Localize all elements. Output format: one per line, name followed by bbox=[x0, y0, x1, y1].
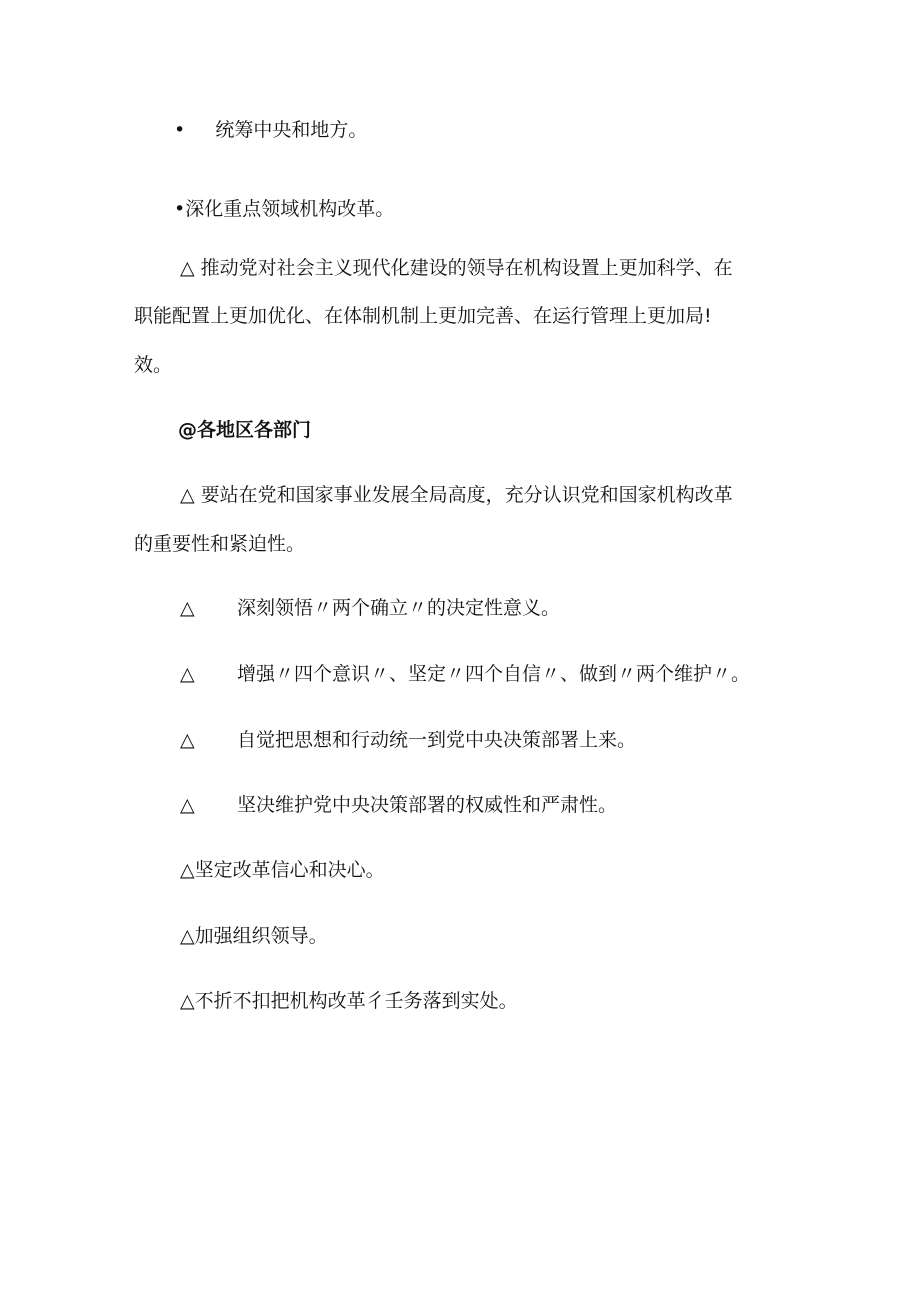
bullet-marker: • bbox=[174, 198, 186, 220]
list-item bbox=[180, 596, 560, 620]
triangle-marker: △ bbox=[180, 484, 195, 506]
list-item bbox=[180, 924, 328, 948]
triangle-marker: △ bbox=[180, 729, 195, 751]
bullet-item bbox=[174, 197, 394, 221]
triangle-marker: △ bbox=[180, 859, 195, 881]
list-item-text: 加强组织领导。 bbox=[194, 925, 328, 947]
paragraph-text: 推动党对社会主义现代化建设的领导在机构设置上更加科学、在 bbox=[200, 257, 733, 279]
triangle-marker: △ bbox=[180, 597, 195, 619]
list-item-text: 深刻领悟〃两个确立〃的决定性意义。 bbox=[237, 597, 561, 619]
list-item-text: 自觉把思想和行动统一到党中央决策部署上来。 bbox=[237, 729, 637, 751]
list-item bbox=[180, 728, 636, 752]
triangle-marker: △ bbox=[180, 794, 195, 816]
bullet-marker: • bbox=[174, 119, 186, 141]
paragraph-line bbox=[180, 483, 733, 507]
list-item bbox=[180, 793, 617, 817]
section-heading: @各地区各部门 bbox=[178, 419, 312, 441]
bullet-text: 深化重点领域机构改革。 bbox=[185, 198, 395, 220]
list-item-text: 坚定改革信心和决心。 bbox=[194, 859, 385, 881]
bullet-text: 统筹中央和地方。 bbox=[215, 119, 368, 141]
paragraph-line: 职能配置上更加优化、在体制机制上更加完善、在运行管理上更加局! bbox=[134, 305, 712, 327]
list-item-text: 不折不扣把机构改革彳壬务落到实处。 bbox=[194, 990, 518, 1012]
list-item bbox=[180, 858, 385, 882]
list-item bbox=[180, 662, 750, 686]
paragraph-line bbox=[180, 256, 733, 280]
bullet-item bbox=[174, 118, 367, 142]
paragraph-line: 的重要性和紧迫性。 bbox=[134, 533, 306, 555]
triangle-marker: △ bbox=[180, 663, 195, 685]
paragraph-text: 要站在党和国家事业发展全局高度，充分认识党和国家机构改革 bbox=[200, 484, 733, 506]
triangle-marker: △ bbox=[180, 990, 195, 1012]
triangle-marker: △ bbox=[180, 925, 195, 947]
list-item-text: 坚决维护党中央决策部署的权威性和严肃性。 bbox=[237, 794, 618, 816]
paragraph-line: 效。 bbox=[134, 354, 173, 376]
list-item-text: 增强〃四个意识〃、坚定〃四个自信〃、做到〃两个维护〃。 bbox=[237, 663, 751, 685]
triangle-marker: △ bbox=[180, 257, 195, 279]
list-item bbox=[180, 989, 518, 1013]
